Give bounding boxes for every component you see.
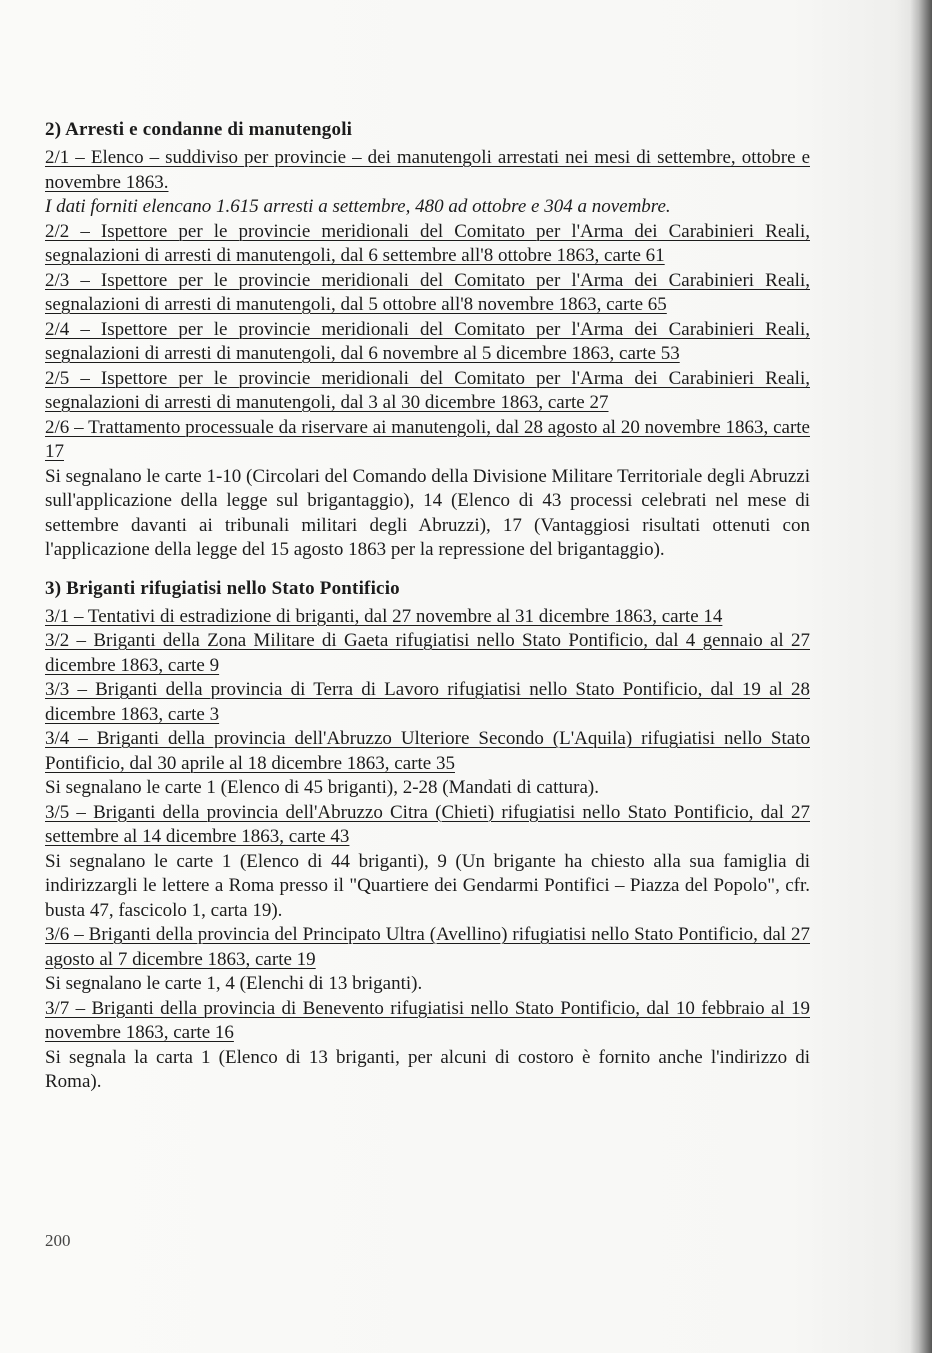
entry-3-7: 3/7 – Briganti della provincia di Benevento rifugiatisi nello Stato Pontificio, dal 10 febbraio al 19 novembre 1863, carte 16 bbox=[45, 997, 810, 1043]
entry-2-3: 2/3 – Ispettore per le provincie meridionali del Comitato per l'Arma dei Carabinieri Reali, segnalazioni di arresti di manutengoli, dal 5 ottobre all'8 novembre 1863, carte 65 bbox=[45, 269, 810, 315]
section-heading-3: 3) Briganti rifugiatisi nello Stato Pontificio bbox=[45, 577, 400, 599]
entry-2-6-note: Si segnalano le carte 1-10 (Circolari del Comando della Divisione Militare Territoriale degli Abruzzi sull'applicazione della legge sul brigantaggio), 14 (Elenco di 43 processi celebrati nel mese di settembre davanti ai tribunali militari degli Abruzzi), 17 (Vantaggiosi risultati ottenuti con l'applicazione della legge del 15 agosto 1863 per la repressione del brigantaggio). bbox=[45, 465, 810, 560]
entry-2-4: 2/4 – Ispettore per le provincie meridionali del Comitato per l'Arma dei Carabinieri Reali, segnalazioni di arresti di manutengoli, dal 6 novembre al 5 dicembre 1863, carte 53 bbox=[45, 318, 810, 364]
page-number: 200 bbox=[45, 1231, 71, 1250]
entry-3-4: 3/4 – Briganti della provincia dell'Abruzzo Ulteriore Secondo (L'Aquila) rifugiatisi nello Stato Pontificio, dal 30 aprile al 18 dicembre 1863, carte 35 bbox=[45, 728, 810, 774]
entry-2-6: 2/6 – Trattamento processuale da riservare ai manutengoli, dal 28 agosto al 20 novembre 1863, carte 17 bbox=[45, 416, 810, 462]
entry-2-2: 2/2 – Ispettore per le provincie meridionali del Comitato per l'Arma dei Carabinieri Reali, segnalazioni di arresti di manutengoli, dal 6 settembre all'8 ottobre 1863, carte 61 bbox=[45, 220, 810, 266]
entry-3-4-note: Si segnalano le carte 1 (Elenco di 45 briganti), 2-28 (Mandati di cattura). bbox=[45, 777, 599, 798]
entry-2-1-note: I dati forniti elencano 1.615 arresti a settembre, 480 ad ottobre e 304 a novembre. bbox=[45, 196, 671, 217]
entry-3-5: 3/5 – Briganti della provincia dell'Abruzzo Citra (Chieti) rifugiatisi nello Stato Pontificio, dal 27 settembre al 14 dicembre 1863, carte 43 bbox=[45, 801, 810, 847]
entry-3-1: 3/1 – Tentativi di estradizione di briganti, dal 27 novembre al 31 dicembre 1863, carte 14 bbox=[45, 605, 723, 627]
entry-3-5-note: Si segnalano le carte 1 (Elenco di 44 briganti), 9 (Un brigante ha chiesto alla sua famiglia di indirizzargli le lettere a Roma presso il "Quartiere dei Gendarmi Pontifici – Piazza del Popolo", cfr. busta 47, fascicolo 1, carta 19). bbox=[45, 850, 810, 921]
entry-3-7-note: Si segnala la carta 1 (Elenco di 13 briganti, per alcuni di costoro è fornito anche l'indirizzo di Roma). bbox=[45, 1046, 810, 1092]
entry-3-2: 3/2 – Briganti della Zona Militare di Gaeta rifugiatisi nello Stato Pontificio, dal 4 gennaio al 27 dicembre 1863, carte 9 bbox=[45, 630, 810, 676]
section-heading-2: 2) Arresti e condanne di manutengoli bbox=[45, 119, 353, 140]
entry-2-1: 2/1 – Elenco – suddiviso per provincie – dei manutengoli arrestati nei mesi di settembre, ottobre e novembre 1863. bbox=[45, 147, 810, 193]
entry-3-6: 3/6 – Briganti della provincia del Principato Ultra (Avellino) rifugiatisi nello Stato Pontificio, dal 27 agosto al 7 dicembre 1863, carte 19 bbox=[45, 924, 810, 970]
page-content bbox=[45, 118, 810, 1095]
binding-shadow bbox=[910, 0, 932, 1353]
entry-3-6-note: Si segnalano le carte 1, 4 (Elenchi di 13 briganti). bbox=[45, 973, 423, 994]
entry-3-3: 3/3 – Briganti della provincia di Terra di Lavoro rifugiatisi nello Stato Pontificio, dal 19 al 28 dicembre 1863, carte 3 bbox=[45, 679, 810, 725]
entry-2-5: 2/5 – Ispettore per le provincie meridionali del Comitato per l'Arma dei Carabinieri Reali, segnalazioni di arresti di manutengoli, dal 3 al 30 dicembre 1863, carte 27 bbox=[45, 367, 810, 413]
